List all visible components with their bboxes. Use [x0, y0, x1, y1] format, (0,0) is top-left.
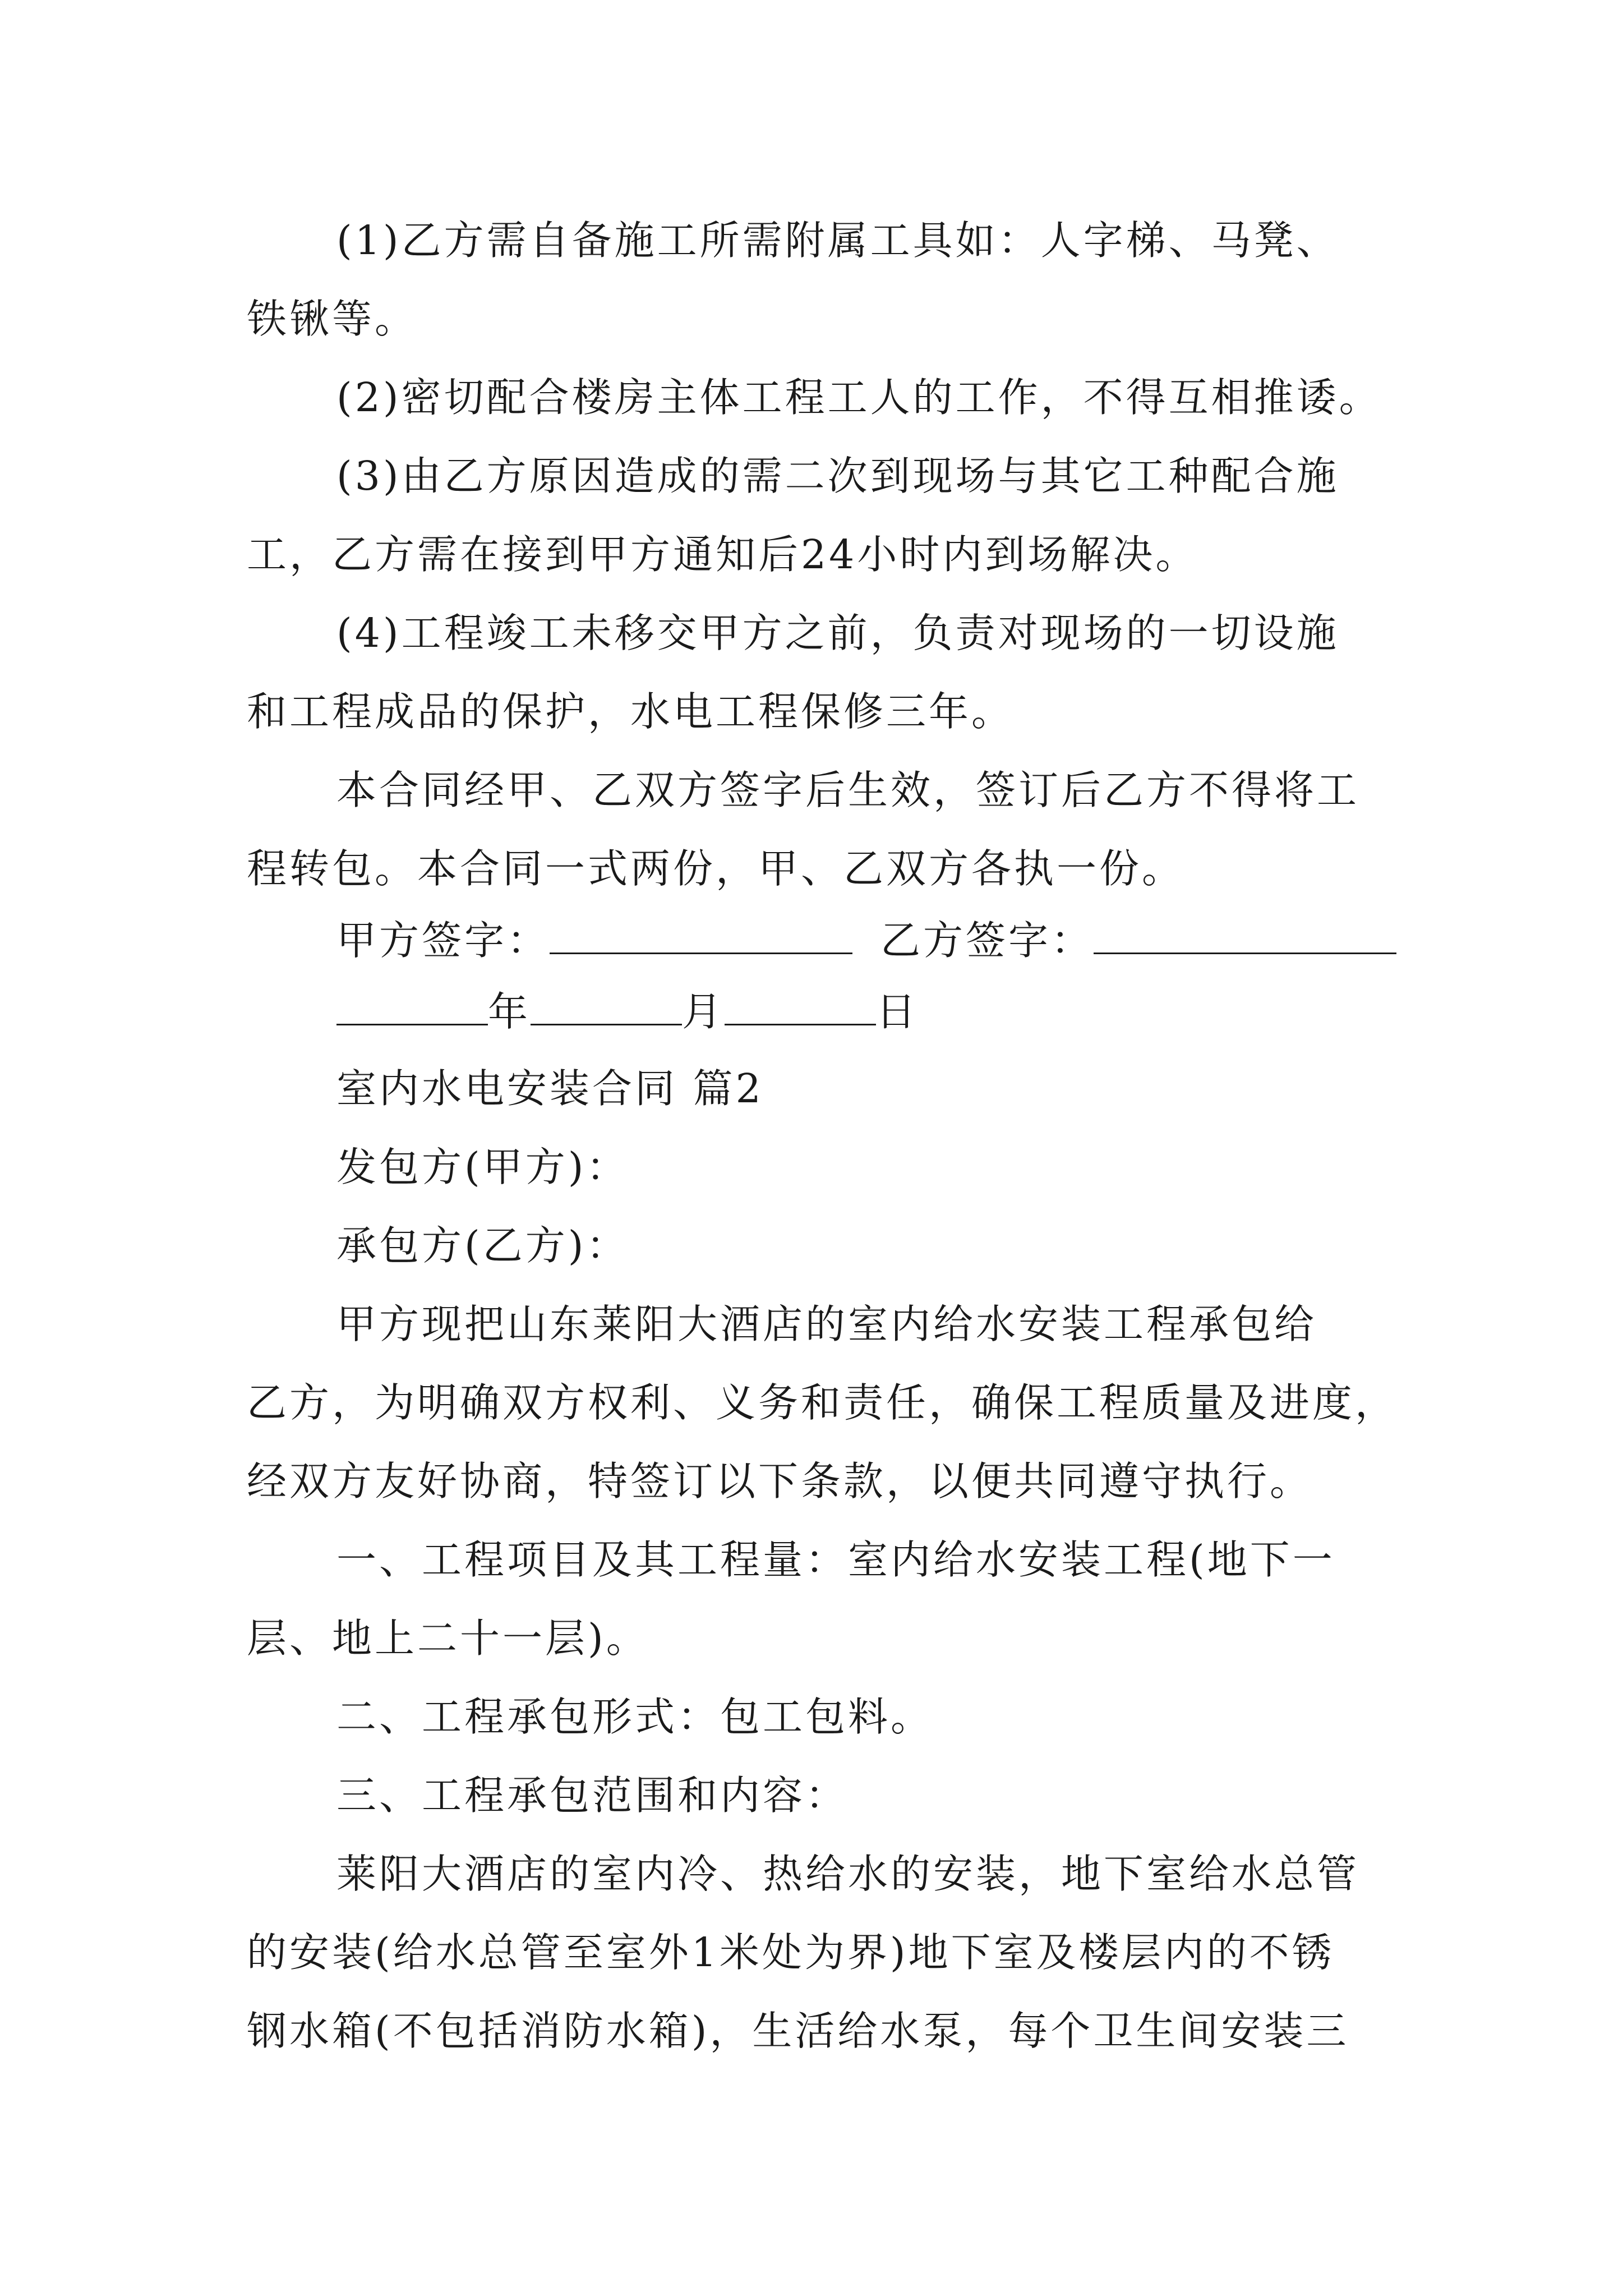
clause-3-line-1: (3)由乙方原因造成的需二次到现场与其它工种配合施	[336, 453, 1339, 499]
clause-1-line-2: 铁锹等。	[247, 296, 418, 342]
effect-line-1: 本合同经甲、乙双方签字后生效，签订后乙方不得将工	[336, 767, 1360, 813]
clause-4-line-1: (4)工程竣工未移交甲方之前，负责对现场的一切设施	[336, 610, 1339, 656]
month-blank[interactable]	[531, 984, 682, 1025]
clause-1-line-1: (1)乙方需自备施工所需附属工具如：人字梯、马凳、	[336, 217, 1339, 264]
clause-2-line: (2)密切配合楼房主体工程工人的工作，不得互相推诿。	[336, 374, 1382, 421]
section-2-line: 莱阳大酒店的室内冷、热给水的安装，地下室给水总管	[336, 1851, 1360, 1897]
section-2-line: 三、工程承包范围和内容：	[336, 1772, 849, 1819]
clause-4-line-2: 和工程成品的保护，水电工程保修三年。	[247, 688, 1015, 735]
section-2-line: 的安装(给水总管至室外1米处为界)地下室及楼层内的不锈	[247, 1929, 1335, 1976]
clause-3-line-2: 工，乙方需在接到甲方通知后24小时内到场解决。	[247, 531, 1198, 578]
day-blank[interactable]	[725, 984, 876, 1025]
section-2-line: 二、工程承包形式：包工包料。	[336, 1694, 934, 1740]
signature-row	[336, 913, 1391, 967]
year-label: 年	[488, 988, 531, 1035]
issuer-line: 发包方(甲方)：	[336, 1144, 629, 1190]
day-label: 日	[876, 988, 919, 1035]
section-2-line: 层、地上二十一层)。	[247, 1615, 649, 1662]
year-blank[interactable]	[336, 984, 488, 1025]
contractor-line: 承包方(乙方)：	[336, 1222, 629, 1269]
section-2-line: 经双方友好协商，特签订以下条款，以便共同遵守执行。	[247, 1458, 1313, 1504]
section-2-line: 一、工程项目及其工程量：室内给水安装工程(地下一	[336, 1536, 1335, 1583]
section-2-line: 甲方现把山东莱阳大酒店的室内给水安装工程承包给	[336, 1301, 1317, 1347]
section-2-title: 室内水电安装合同 篇2	[336, 1065, 764, 1112]
month-label: 月	[682, 988, 725, 1035]
party-b-signature-label: 乙方签字：	[880, 917, 1094, 964]
effect-line-2: 程转包。本合同一式两份，甲、乙双方各执一份。	[247, 845, 1185, 892]
section-2-line: 钢水箱(不包括消防水箱)，生活给水泵，每个卫生间安装三	[247, 2008, 1349, 2054]
party-a-signature-blank[interactable]	[550, 913, 852, 954]
date-row	[336, 984, 1391, 1038]
section-2-line: 乙方，为明确双方权利、义务和责任，确保工程质量及进度，	[247, 1379, 1398, 1426]
party-b-signature-blank[interactable]	[1094, 913, 1396, 954]
party-a-signature-label: 甲方签字：	[336, 917, 550, 964]
